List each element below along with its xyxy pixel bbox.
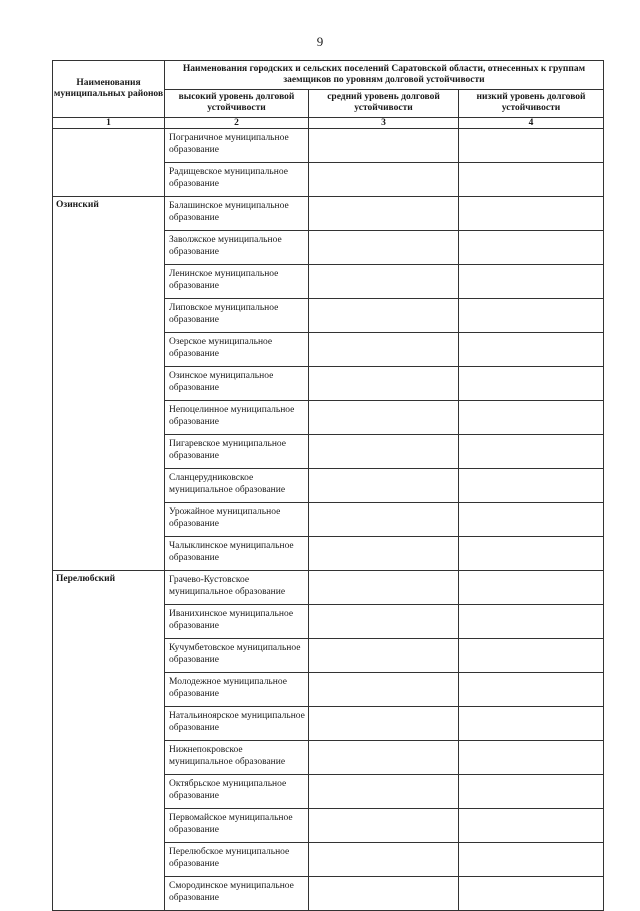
settlement-cell: Чалыклинское муниципальное образование [165, 537, 309, 571]
district-cell [53, 469, 165, 503]
medium-level-cell [309, 673, 459, 707]
medium-level-cell [309, 333, 459, 367]
settlement-cell: Кучумбетовское муниципальное образование [165, 639, 309, 673]
medium-level-cell [309, 129, 459, 163]
page-number: 9 [316, 34, 324, 49]
district-cell [53, 775, 165, 809]
medium-level-cell [309, 809, 459, 843]
low-level-cell [459, 741, 604, 775]
medium-level-cell [309, 469, 459, 503]
medium-level-cell [309, 605, 459, 639]
district-cell [53, 435, 165, 469]
settlement-cell: Натальиноярское муниципальное образование [165, 707, 309, 741]
low-level-cell [459, 673, 604, 707]
low-level-cell [459, 809, 604, 843]
low-level-cell [459, 843, 604, 877]
table-row [53, 435, 604, 469]
low-level-cell [459, 775, 604, 809]
low-level-cell [459, 469, 604, 503]
low-level-cell [459, 163, 604, 197]
table-row [53, 503, 604, 537]
settlement-cell: Молодежное муниципальное образование [165, 673, 309, 707]
settlement-cell: Первомайское муниципальное образование [165, 809, 309, 843]
table-row [53, 537, 604, 571]
low-level-cell [459, 367, 604, 401]
low-level-cell [459, 503, 604, 537]
district-cell [53, 673, 165, 707]
medium-level-cell [309, 537, 459, 571]
district-cell [53, 843, 165, 877]
medium-level-cell [309, 639, 459, 673]
medium-level-cell [309, 401, 459, 435]
header-col2: высокий уровень долговой устойчивости [165, 89, 309, 118]
settlement-cell: Пограничное муниципальное образование [165, 129, 309, 163]
district-cell [53, 537, 165, 571]
table-row [53, 639, 604, 673]
low-level-cell [459, 571, 604, 605]
district-cell [53, 639, 165, 673]
low-level-cell [459, 333, 604, 367]
low-level-cell [459, 129, 604, 163]
table-row [53, 809, 604, 843]
low-level-cell [459, 639, 604, 673]
table-row [53, 571, 604, 605]
medium-level-cell [309, 741, 459, 775]
settlement-cell: Заволжское муниципальное образование [165, 231, 309, 265]
settlement-cell: Сланцерудниковское муниципальное образование [165, 469, 309, 503]
table-row [53, 605, 604, 639]
low-level-cell [459, 231, 604, 265]
medium-level-cell [309, 265, 459, 299]
table-row [53, 197, 604, 231]
district-cell [53, 707, 165, 741]
table-row [53, 333, 604, 367]
district-cell [53, 877, 165, 911]
column-number-1: 1 [53, 118, 165, 129]
column-number-4: 4 [459, 118, 604, 129]
settlement-cell: Грачево-Кустовское муниципальное образование [165, 571, 309, 605]
header-group: Наименования городских и сельских поселений Саратовской области, отнесенных к группам заемщиков по уровням долговой устойчивости [165, 61, 604, 90]
medium-level-cell [309, 877, 459, 911]
table-row [53, 469, 604, 503]
settlement-cell: Липовское муниципальное образование [165, 299, 309, 333]
table-row [53, 707, 604, 741]
low-level-cell [459, 299, 604, 333]
district-cell [53, 333, 165, 367]
medium-level-cell [309, 197, 459, 231]
medium-level-cell [309, 571, 459, 605]
table-row [53, 129, 604, 163]
district-cell [53, 265, 165, 299]
settlement-cell: Пигаревское муниципальное образование [165, 435, 309, 469]
district-cell [53, 163, 165, 197]
district-cell [53, 367, 165, 401]
table-row [53, 843, 604, 877]
settlement-cell: Непоцелинное муниципальное образование [165, 401, 309, 435]
settlement-cell: Нижнепокровское муниципальное образование [165, 741, 309, 775]
district-cell [53, 299, 165, 333]
table-row [53, 775, 604, 809]
district-cell [53, 605, 165, 639]
district-cell: Перелюбский [53, 571, 165, 605]
low-level-cell [459, 435, 604, 469]
column-number-2: 2 [165, 118, 309, 129]
settlement-cell: Озерское муниципальное образование [165, 333, 309, 367]
district-cell [53, 129, 165, 163]
medium-level-cell [309, 503, 459, 537]
header-col4: низкий уровень долговой устойчивости [459, 89, 604, 118]
header-col3: средний уровень долговой устойчивости [309, 89, 459, 118]
medium-level-cell [309, 231, 459, 265]
settlement-cell: Октябрьское муниципальное образование [165, 775, 309, 809]
debt-sustainability-table [52, 60, 604, 911]
settlement-cell: Радищевское муниципальное образование [165, 163, 309, 197]
low-level-cell [459, 401, 604, 435]
table-row [53, 673, 604, 707]
settlement-cell: Смородинское муниципальное образование [165, 877, 309, 911]
settlement-cell: Ленинское муниципальное образование [165, 265, 309, 299]
low-level-cell [459, 605, 604, 639]
column-number-3: 3 [309, 118, 459, 129]
medium-level-cell [309, 299, 459, 333]
table-row [53, 877, 604, 911]
table-row [53, 741, 604, 775]
district-cell [53, 809, 165, 843]
low-level-cell [459, 197, 604, 231]
settlement-cell: Озинское муниципальное образование [165, 367, 309, 401]
district-cell [53, 741, 165, 775]
low-level-cell [459, 707, 604, 741]
settlement-cell: Иванихинское муниципальное образование [165, 605, 309, 639]
settlement-cell: Балашинское муниципальное образование [165, 197, 309, 231]
medium-level-cell [309, 707, 459, 741]
table-row [53, 367, 604, 401]
settlement-cell: Урожайное муниципальное образование [165, 503, 309, 537]
district-cell [53, 503, 165, 537]
table-row [53, 265, 604, 299]
district-cell [53, 401, 165, 435]
table-row [53, 231, 604, 265]
medium-level-cell [309, 775, 459, 809]
table-body [53, 129, 604, 911]
settlement-cell: Перелюбское муниципальное образование [165, 843, 309, 877]
table-row [53, 299, 604, 333]
medium-level-cell [309, 435, 459, 469]
medium-level-cell [309, 163, 459, 197]
table-row [53, 401, 604, 435]
low-level-cell [459, 877, 604, 911]
low-level-cell [459, 537, 604, 571]
header-col1: Наименования муниципальных районов [53, 61, 165, 118]
medium-level-cell [309, 843, 459, 877]
low-level-cell [459, 265, 604, 299]
district-cell: Озинский [53, 197, 165, 231]
table-row [53, 163, 604, 197]
district-cell [53, 231, 165, 265]
medium-level-cell [309, 367, 459, 401]
